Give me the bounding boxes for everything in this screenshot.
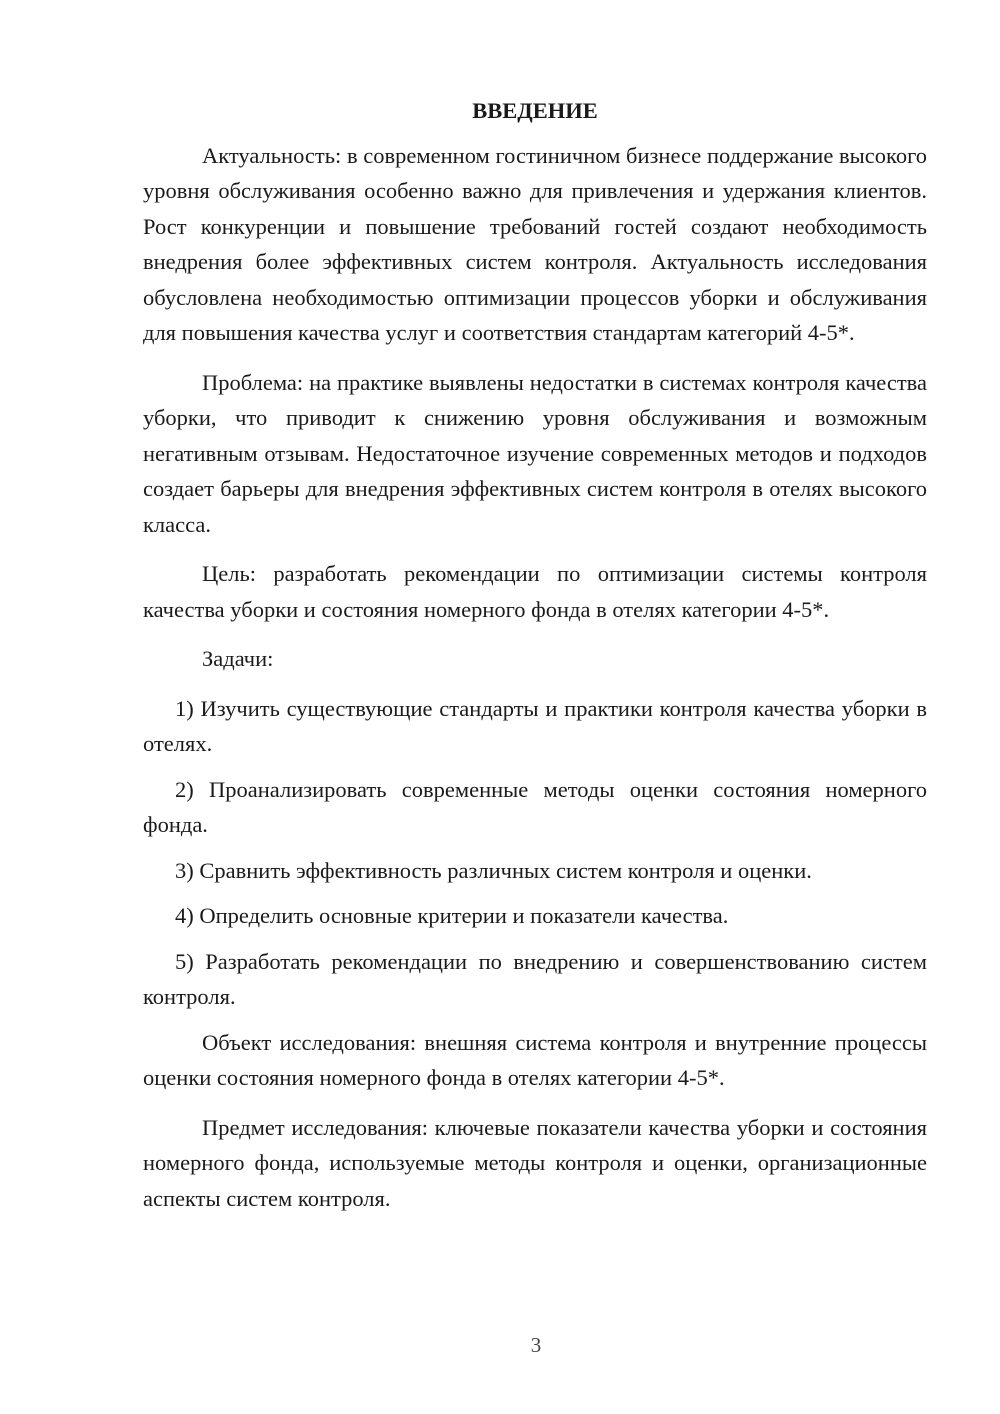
problem-paragraph: Проблема: на практике выявлены недостатки в системах контроля качества уборки, что приводит к снижению уровня обслуживания и возможным негативным отзывам. Недостаточное изучение современных методов и подходов создает барьеры для внедрения эффективных систем контроля в отелях высокого класса. [143, 369, 927, 537]
task-item-1: 1) Изучить существующие стандарты и практики контроля качества уборки в отелях. [143, 695, 927, 756]
task-item-4: 4) Определить основные критерии и показатели качества. [175, 903, 729, 928]
task-item-5: 5) Разработать рекомендации по внедрению и совершенствованию систем контроля. [143, 948, 927, 1009]
task-item-2: 2) Проанализировать современные методы оценки состояния номерного фонда. [143, 776, 927, 837]
relevance-paragraph: Актуальность: в современном гостиничном бизнесе поддержание высокого уровня обслуживания особенно важно для привлечения и удержания клиентов. Рост конкуренции и повышение требований гостей создают необходимость внедрения более эффективных систем контроля. Актуальность исследования обусловлена необходимостью оптимизации процессов уборки и обслуживания для повышения качества услуг и соответствия стандартам категорий 4-5*. [143, 142, 927, 345]
object-paragraph: Объект исследования: внешняя система контроля и внутренние процессы оценки состояния номерного фонда в отелях категории 4-5*. [143, 1029, 927, 1090]
task-item-3: 3) Сравнить эффективность различных систем контроля и оценки. [175, 857, 812, 883]
section-title: ВВЕДЕНИЕ [472, 98, 598, 123]
goal-paragraph: Цель: разработать рекомендации по оптимизации системы контроля качества уборки и состояния номерного фонда в отелях категории 4-5*. [143, 561, 927, 622]
subject-paragraph: Предмет исследования: ключевые показатели качества уборки и состояния номерного фонда, используемые методы контроля и оценки, организационные аспекты систем контроля. [143, 1114, 927, 1211]
page-content [143, 93, 927, 1230]
tasks-heading: Задачи: [202, 646, 274, 671]
page-number: 3 [530, 1333, 542, 1357]
